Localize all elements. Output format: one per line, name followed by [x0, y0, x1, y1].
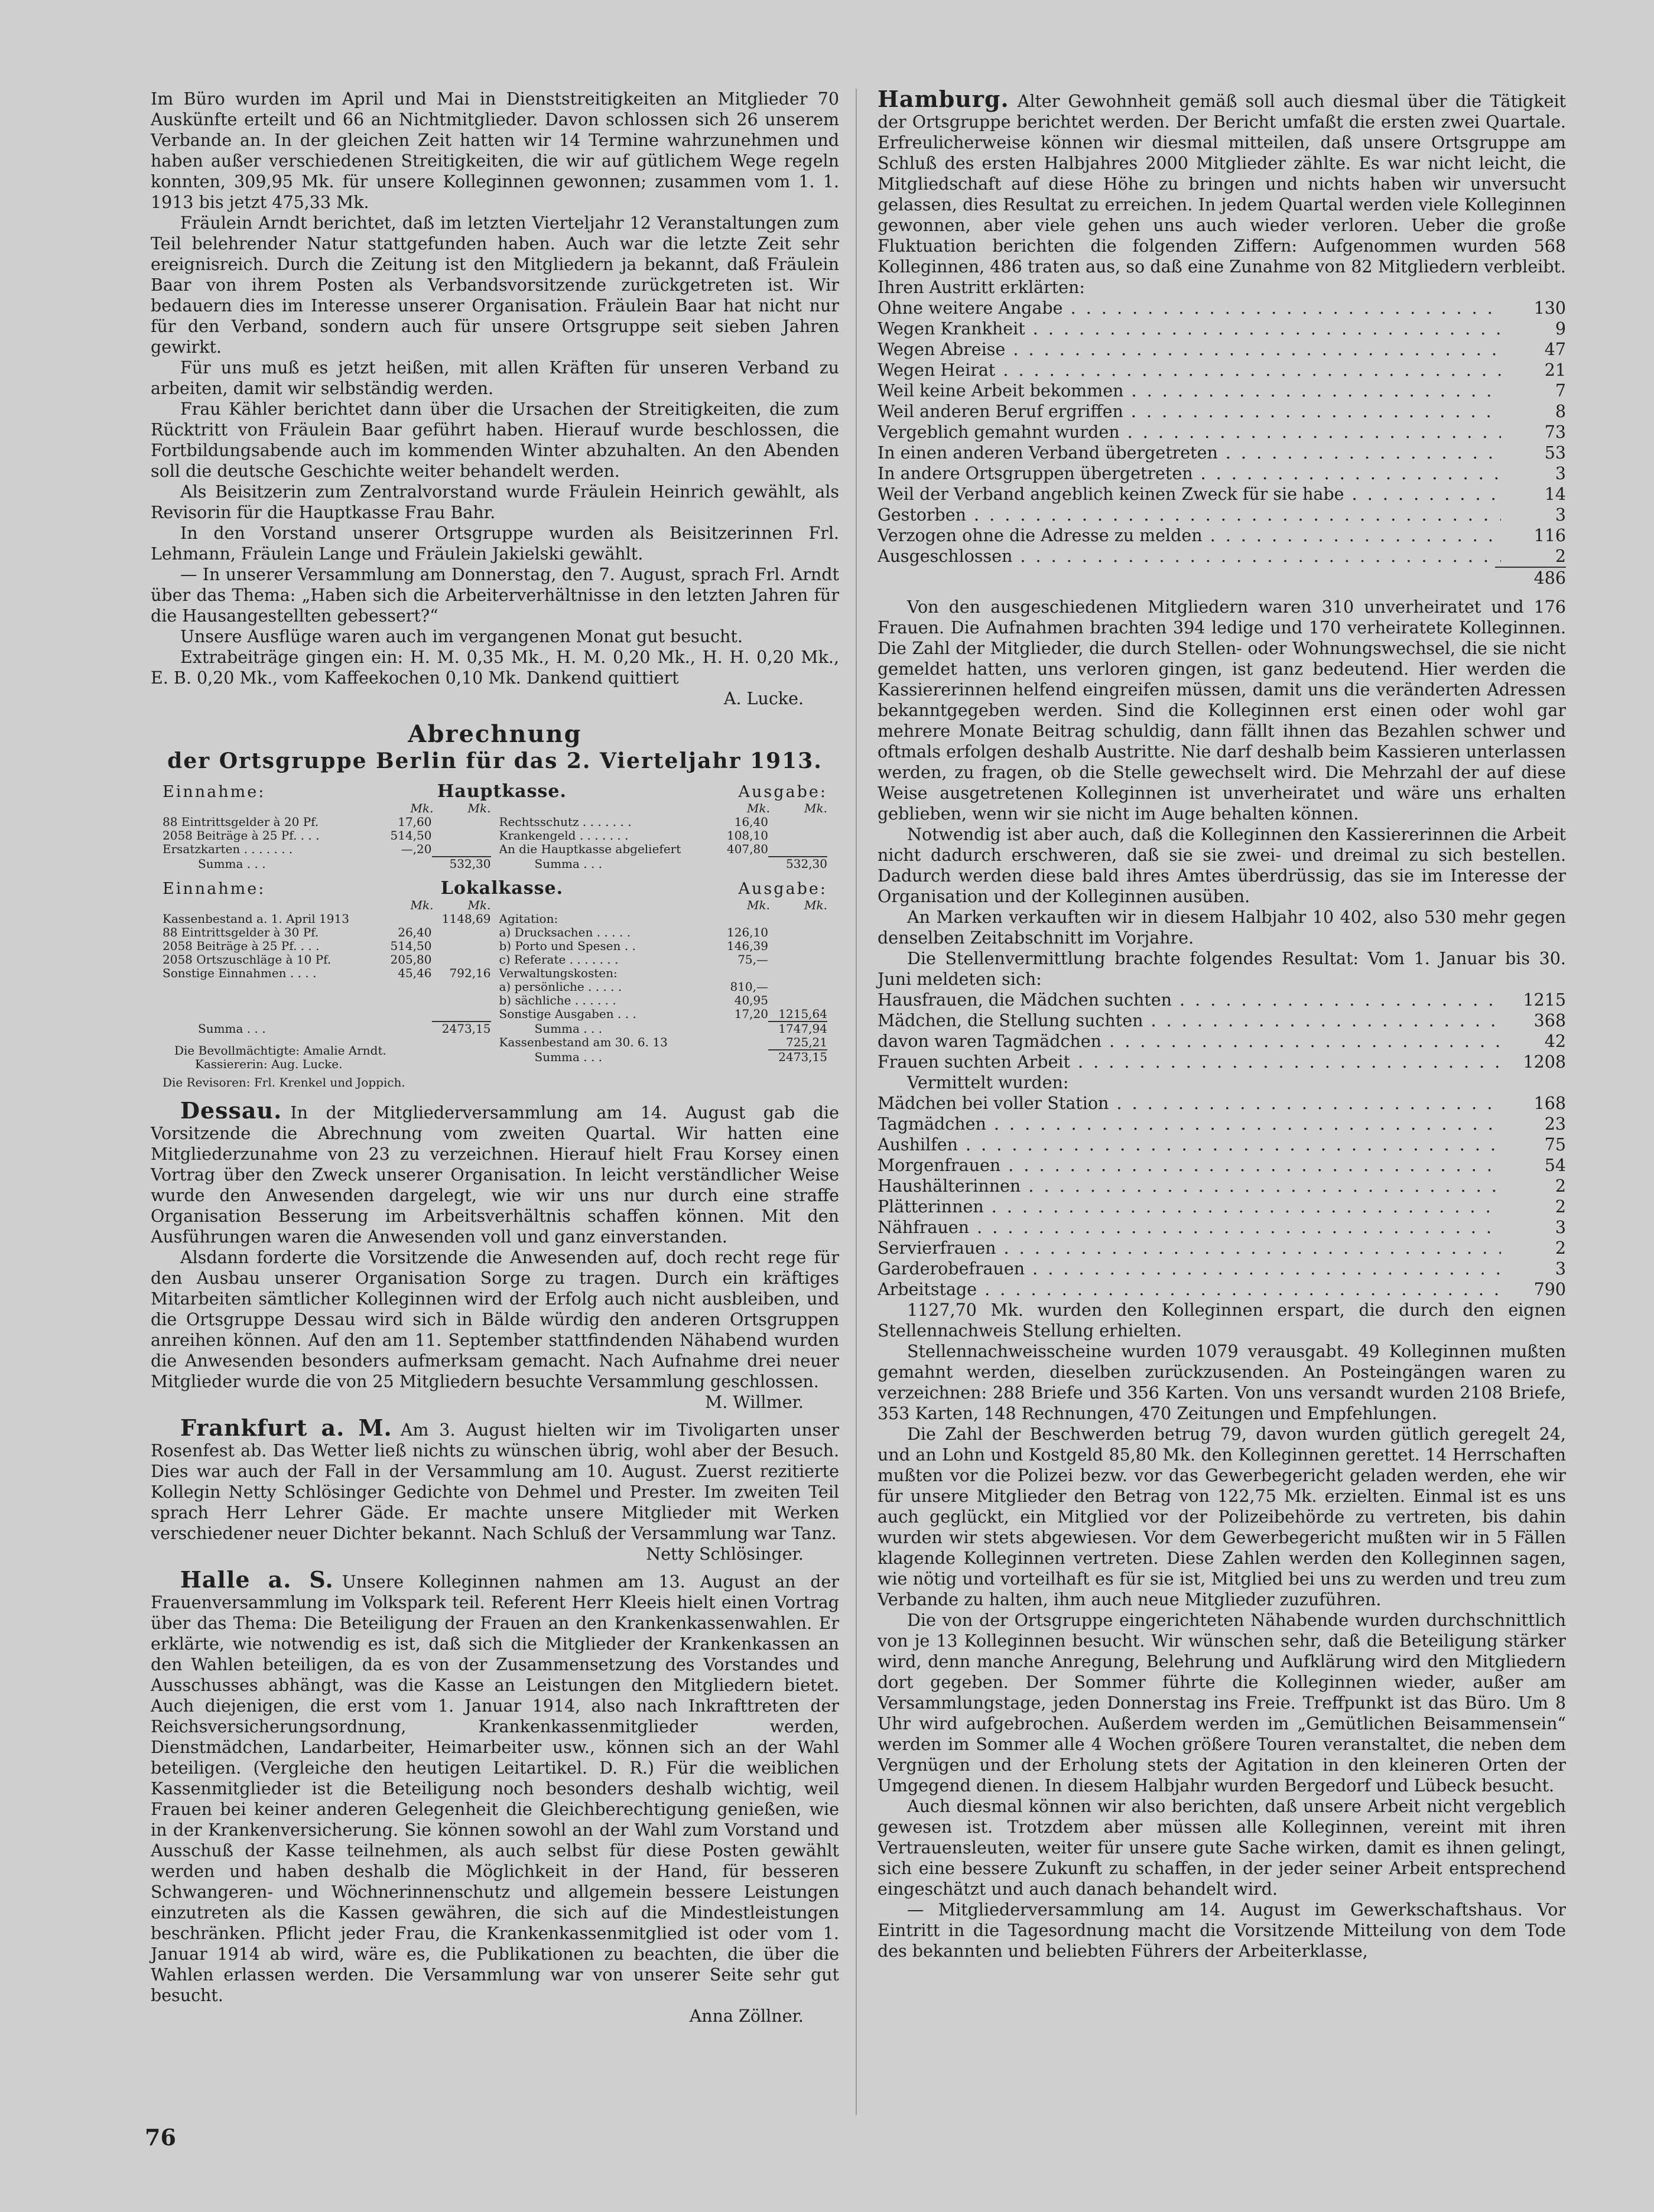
- ledger-amount: 792,16: [449, 966, 491, 980]
- list-item-value: 53: [1544, 443, 1566, 463]
- ledger-label: a) persönliche . . . . .: [499, 980, 622, 994]
- paragraph: Die Zahl der Beschwerden betrug 79, davon wurden gütlich geregelt 24, und an Lohn und Kostgeld 85,80 Mk. den Kolleginnen gerettet. 14 Herrschaften mußten vor die Polizei bezw. vor das Gewerbegericht geladen werden, ehe wir für unsere Mitglieder den Betrag von 122,75 Mk. erzielten. Einmal ist es uns auch geglückt, ein Mitglied vor der Polizeibehörde zu vertreten, bis dahin wurden wir stets abgewiesen. Vor dem Gewerbegericht mußten wir in 5 Fällen klagende Kolleginnen vertreten. Diese Zahlen werden den Kolleginnen sagen, wie nötig und vorteilhaft es für sie ist, Mitglied bei uns zu werden und treu zum Verbande zu halten, ihm auch neue Mitglieder zuzuführen.: [878, 1424, 1566, 1609]
- list-item-label: Tagmädchen . . .: [878, 1114, 1501, 1134]
- list-item: [878, 298, 1566, 318]
- lokalkasse-expense: [491, 899, 828, 1021]
- lokalkasse-sums: [163, 1021, 827, 1089]
- ledger-amount: 514,50: [390, 828, 432, 842]
- paragraph: — Mitgliederversammlung am 14. August im Gewerkschaftshaus. Vor Eintritt in die Tagesordnung macht die Vorsitzende Mitteilung von dem Tode des bekannten und beliebten Führers der Arbeiterklasse,: [878, 1900, 1566, 1961]
- lokalkasse-title: Lokalkasse.: [440, 878, 564, 899]
- income-label: Einnahme:: [163, 783, 266, 801]
- paragraph: Auch diesmal können wir also berichten, daß unsere Arbeit nicht vergeblich gewesen ist. Trotzdem aber müssen alle Kolleginnen, vereint mit ihren Vertrauensleuten, weiter für unsere gute Sache wirken, damit es ihnen gelingt, sich eine bessere Zukunft zu schaffen, in der jeder seiner Arbeit entsprechend eingeschätzt und auch danach behandelt wird.: [878, 1797, 1566, 1899]
- ledger-amount: —,20: [401, 842, 432, 856]
- paragraph: — In unserer Versammlung am Donnerstag, den 7. August, sprach Frl. Arndt über das Thema: „Haben sich die Arbeiterverhältnisse in den letzten Jahren für die Hausangestellten gebessert?“: [151, 565, 839, 626]
- paragraph: Die von der Ortsgruppe eingerichteten Nähabende wurden durchschnittlich von je 13 Kolleginnen besucht. Wir wünschen sehr, daß die Beteiligung stärker wird, denn manche Anregung, Belehrung und Aufklärung wird den Mitgliedern dort gegeben. Der Sommer führte die Kolleginnen wieder, außer am Versammlungstage, jeden Donnerstag ins Freie. Treffpunkt ist das Büro. Um 8 Uhr wird aufgebrochen. Außerdem werden im „Gemütlichen Beisammensein“ werden im Sommer alle 4 Wochen größere Touren veranstaltet, die neben dem Vergnügen und der Erholung stets der Agitation in den kleineren Orten der Umgegend dienen. In diesem Halbjahr wurden Bergedorf und Lübeck besucht.: [878, 1611, 1566, 1795]
- hauptkasse-sums: [163, 856, 827, 871]
- paragraph: Extrabeiträge gingen ein: H. M. 0,35 Mk., H. M. 0,20 Mk., H. H. 0,20 Mk., E. B. 0,20 Mk., vom Kaffeekochen 0,10 Mk. Dankend quittiert: [151, 648, 839, 688]
- column-divider: [856, 89, 857, 2115]
- list-item-value: 3: [1555, 1218, 1566, 1237]
- list-item-label: Weil anderen Beruf ergriffen . . .: [878, 401, 1501, 422]
- ledger-row: [499, 1007, 828, 1021]
- paragraph-text: In der Mitgliederversammlung am 14. August gab die Vorsitzende die Abrechnung vom zweiten Quartal. Wir hatten eine Mitgliederzunahme von 23 zu verzeichnen. Hierauf hielt Frau Korsey einen Vortrag über den Zweck unserer Organisation. In leicht verständlicher Weise wurde den Anwesenden dargelegt, wie wir uns nur durch eine straffe Organisation Besserung im Arbeitsverhältnis schaffen können. Mit den Ausführungen waren die Anwesenden voll und ganz einverstanden.: [151, 1103, 839, 1247]
- list-item-label: Vergeblich gemahnt wurden . . .: [878, 422, 1501, 443]
- vermittelt-label: Vermittelt wurden:: [907, 1073, 1069, 1092]
- list-item-value: 168: [1533, 1094, 1566, 1113]
- hauptkasse-ledger: [163, 802, 827, 856]
- ledger-amount: 126,10: [727, 925, 768, 939]
- list-item: [878, 990, 1566, 1010]
- list-item: [878, 1134, 1566, 1155]
- ledger-row: [163, 912, 491, 926]
- city-heading: Hamburg.: [878, 86, 1009, 112]
- ledger-label: 2058 Beiträge à 25 Pf. . . .: [163, 829, 320, 842]
- ledger-label: a) Drucksachen . . . . .: [499, 926, 631, 939]
- unit: Mk.: [804, 898, 827, 912]
- list-item: [878, 1217, 1566, 1238]
- list-item-label: Mädchen, die Stellung suchten . . .: [878, 1010, 1501, 1031]
- ledger-row: [499, 994, 828, 1007]
- list-item-label: Haushälterinnen . . .: [878, 1176, 1501, 1196]
- list-item-label: Weil der Verband angeblich keinen Zweck für sie habe . . .: [878, 484, 1501, 505]
- ledger-row: [499, 980, 828, 994]
- signature: Anna Zöllner.: [689, 2006, 804, 2026]
- paragraph: An Marken verkauften wir in diesem Halbjahr 10 402, also 530 mehr gegen denselben Zeitabschnitt im Vorjahre.: [878, 907, 1566, 948]
- sum-label: Summa . . .: [198, 857, 266, 871]
- list-item-value: 3: [1555, 464, 1566, 483]
- ledger-row: [163, 815, 491, 829]
- ledger-label: Verwaltungskosten:: [499, 967, 618, 980]
- unit: Mk.: [747, 801, 770, 815]
- paragraph: Frau Kähler berichtet dann über die Ursachen der Streitigkeiten, die zum Rücktritt von Fräulein Baar geführt haben. Hierauf wurde beschlossen, die Fortbildungsabende auch im kommenden Winter abzuhalten. An den Abenden soll die deutsche Geschichte weiter behandelt werden.: [151, 399, 839, 481]
- austritt-total: 486: [1495, 567, 1566, 588]
- ledger-row: [499, 967, 828, 980]
- ledger-label: Rechtsschutz . . . . . . .: [499, 815, 632, 829]
- list-item: [878, 1196, 1566, 1217]
- list-item-label: Wegen Heirat . . .: [878, 360, 1501, 380]
- ledger-label: Sonstige Ausgaben . . .: [499, 1007, 636, 1021]
- unit: Mk.: [804, 801, 827, 815]
- ledger-label: 88 Eintrittsgelder à 20 Pf.: [163, 815, 319, 829]
- ledger-row: [499, 926, 828, 939]
- ledger-amount: 407,80: [727, 842, 768, 856]
- ledger-amount: 17,60: [398, 815, 432, 829]
- paragraph: Die Stellenvermittlung brachte folgendes Resultat: Vom 1. Januar bis 30. Juni meldeten sich:: [878, 949, 1566, 989]
- ledger-row: [499, 953, 828, 967]
- list-item-label: Ausgeschlossen . . .: [878, 546, 1501, 567]
- revisoren: Die Revisoren: Frl. Krenkel und Joppich.: [163, 1076, 405, 1089]
- hauptkasse-expense: [491, 802, 828, 856]
- sum-label: Summa . . .: [534, 1022, 603, 1036]
- signature: A. Lucke.: [723, 689, 804, 708]
- ledger-label: An die Hauptkasse abgeliefert: [499, 842, 681, 856]
- list-item: [878, 401, 1566, 422]
- list-item-label: Servierfrauen . . .: [878, 1238, 1501, 1258]
- list-item: [878, 546, 1566, 567]
- hamburg-p1: [878, 86, 1566, 298]
- dessau-p1: [151, 1097, 839, 1247]
- list-item-value: 116: [1533, 526, 1566, 545]
- ledger-amount: 45,46: [398, 966, 432, 980]
- ledger-amount: 75,—: [737, 952, 768, 967]
- list-item-value: 14: [1544, 484, 1566, 504]
- paragraph: Im Büro wurden im April und Mai in Dienststreitigkeiten an Mitglieder 70 Auskünfte erteilt und 66 an Nichtmitglieder. Davon schlossen sich 26 unserem Verbande an. In der gleichen Zeit hatten wir 14 Termine wahrzunehmen und haben außer verschiedenen Streitigkeiten, die wir auf gütlichem Wege regeln konnten, 309,95 Mk. für unsere Kolleginnen gewonnen; zusammen vom 1. 1. 1913 bis jetzt 475,33 Mk.: [151, 89, 839, 212]
- list-item: [878, 1031, 1566, 1052]
- list-item-value: 47: [1544, 340, 1566, 359]
- ledger-label: b) Porto und Spesen . .: [499, 939, 636, 953]
- unit: Mk.: [467, 898, 491, 912]
- frankfurt-p1: [151, 1414, 839, 1544]
- ledger-row: [499, 815, 828, 829]
- list-item-value: 2: [1555, 1197, 1566, 1216]
- ledger-label: 88 Eintrittsgelder à 30 Pf.: [163, 926, 319, 939]
- ledger-label: Krankengeld . . . . . . .: [499, 829, 629, 842]
- list-item-value: 1215: [1523, 990, 1566, 1010]
- list-item-label: Verzogen ohne die Adresse zu melden . . .: [878, 525, 1501, 546]
- ledger-row: [499, 842, 828, 856]
- list-item: [878, 463, 1566, 484]
- ledger-label: Kassenbestand a. 1. April 1913: [163, 912, 349, 926]
- list-item-label: Wegen Krankheit . . .: [878, 318, 1501, 339]
- sum-label: Summa . . .: [534, 1050, 603, 1064]
- list-item: [878, 525, 1566, 546]
- list-item-label: Wegen Abreise . . .: [878, 339, 1501, 360]
- ledger-row: [163, 842, 491, 856]
- list-item-label: Plätterinnen . . .: [878, 1196, 1501, 1217]
- list-item: [878, 443, 1566, 463]
- paragraph-text: Unsere Kolleginnen nahmen am 13. August an der Frauenversammlung im Volkspark teil. Referent Herr Kleeis hielt einen Vortrag über das Thema: Die Beteiligung der Frauen an den Krankenkassenwahlen. Er erklärte, wie notwendig es ist, daß sich die Mitglieder der Krankenkassen an den Wahlen beteiligen, da es von der Zusammensetzung des Vorstandes und Ausschusses abhängt, was die Kasse an Leistungen den Mitgliedern bietet. Auch diejenigen, die erst vom 1. Januar 1914, also nach Inkrafttreten der Reichsversicherungsordnung, Krankenkassenmitglieder werden, Dienstmädchen, Landarbeiter, Heimarbeiter usw., können sich an der Wahl beteiligen. (Vergleiche den heutigen Leitartikel. D. R.) Für die weiblichen Kassenmitglieder ist die Beteiligung noch besonders deshalb wichtig, weil Frauen bei keiner anderen Gelegenheit die Gleichberechtigung genießen, wie in der Krankenversicherung. Sie können sowohl an der Wahl zum Vorstand und Ausschuß der Kasse teilnehmen, als auch selbst für diese Posten gewählt werden und haben deshalb die Möglichkeit in der Hand, für besseren Schwangeren- und Wöchnerinnenschutz und allgemein bessere Leistungen einzutreten als die Kassen gewähren, die sich auf die Mindestleistungen beschränken. Pflicht jeder Frau, die Krankenkassenmitglied ist oder vom 1. Januar 1914 ab wird, wäre es, die Publikationen zu beachten, die über die Wahlen erlassen werden. Die Versammlung war von unserer Seite sehr gut besucht.: [151, 1572, 839, 2005]
- ledger-amount: 146,39: [727, 939, 768, 953]
- sum-value: 532,30: [432, 856, 491, 871]
- sum-value: 2473,15: [768, 1049, 827, 1064]
- ledger-label: Sonstige Einnahmen . . . .: [163, 967, 317, 980]
- list-item: [878, 318, 1566, 339]
- paragraph: Unsere Ausflüge waren auch im vergangenen Monat gut besucht.: [180, 627, 743, 646]
- list-item-value: 2: [1555, 1238, 1566, 1258]
- ledger-row: [499, 912, 828, 926]
- list-item: [878, 1052, 1566, 1072]
- list-item-value: 2: [1555, 547, 1566, 566]
- paragraph-text: Alter Gewohnheit gemäß soll auch diesmal über die Tätigkeit der Ortsgruppe berichtet werden. Der Bericht umfaßt die ersten zwei Quartale. Erfreulicherweise können wir diesmal mitteilen, daß unsere Ortsgruppe am Schluß des ersten Halbjahres 2000 Mitglieder zählte. Es war nicht leicht, die Mitgliedschaft auf diese Höhe zu bringen und nichts haben wir unversucht gelassen, dies Resultat zu erreichen. In jedem Quartal werden viele Kolleginnen gewonnen, aber viele gehen uns auch wieder verloren. Ueber die große Fluktuation berichten die folgenden Ziffern: Aufgenommen wurden 568 Kolleginnen, 486 traten aus, so daß eine Zunahme von 82 Mitgliedern verbleibt. Ihren Austritt erklärten:: [878, 92, 1566, 297]
- expense-label: Ausgabe:: [738, 880, 827, 898]
- austritt-list: [878, 298, 1566, 567]
- ledger-amount: 108,10: [727, 828, 768, 842]
- account-subtitle: der Ortsgruppe Berlin für das 2. Vierteljahr 1913.: [167, 749, 823, 773]
- list-item-label: Mädchen bei voller Station . . .: [878, 1093, 1501, 1114]
- list-item: [878, 339, 1566, 360]
- list-item-value: 8: [1555, 402, 1566, 421]
- paragraph: Als Beisitzerin zum Zentralvorstand wurde Fräulein Heinrich gewählt, als Revisorin für die Hauptkasse Frau Bahr.: [151, 482, 839, 522]
- paragraph: Stellennachweisscheine wurden 1079 verausgabt. 49 Kolleginnen mußten gemahnt werden, dieselben zurückzusenden. An Posteingängen waren zu verzeichnen: 288 Briefe und 356 Karten. Von uns versandt wurden 2108 Briefe, 353 Karten, 148 Rechnungen, 470 Zeitungen und Empfehlungen.: [878, 1342, 1566, 1423]
- income-label: Einnahme:: [163, 880, 266, 898]
- signature: Netty Schlösinger.: [646, 1544, 804, 1564]
- city-heading: Dessau.: [180, 1097, 282, 1124]
- paragraph-text: Am 3. August hielten wir im Tivoligarten unser Rosenfest ab. Das Wetter ließ nichts zu wünschen übrig, wohl aber der Besuch. Dies war auch der Fall in der Versammlung am 10. August. Zuerst rezitierte Kollegin Netty Schlösinger Gedichte von Dehmel und Prester. Im zweiten Teil sprach Herr Lehrer Gäde. Er machte unsere Mitglieder mit Werken verschiedener neuer Dichter bekannt. Nach Schluß der Versammlung war Tanz.: [151, 1420, 839, 1543]
- lokalkasse-income: [163, 899, 491, 1021]
- list-item: [878, 380, 1566, 401]
- list-item: [878, 1279, 1566, 1300]
- list-item: [878, 1238, 1566, 1258]
- ledger-label: c) Referate . . . . . . .: [499, 953, 619, 967]
- list-item-label: Nähfrauen . . .: [878, 1217, 1501, 1238]
- bestand-label: Kassenbestand am 30. 6. 13: [499, 1036, 668, 1049]
- list-item-value: 1208: [1523, 1052, 1566, 1072]
- list-item-value: 3: [1555, 1259, 1566, 1279]
- unit: Mk.: [747, 898, 770, 912]
- ledger-row: [163, 939, 491, 953]
- ledger-amount: 1215,64: [778, 1007, 827, 1021]
- list-item: [878, 1258, 1566, 1279]
- bevollmaechtigte: Die Bevollmächtigte: Amalie Arndt.: [174, 1044, 386, 1058]
- list-item-label: In andere Ortsgruppen übergetreten . . .: [878, 463, 1501, 484]
- list-item-label: Frauen suchten Arbeit . . .: [878, 1052, 1501, 1072]
- list-item-value: 790: [1533, 1280, 1566, 1299]
- right-column: [878, 86, 1566, 1961]
- list-item: [878, 422, 1566, 443]
- ledger-label: b) sächliche . . . . . .: [499, 994, 616, 1007]
- left-column: [151, 89, 839, 2026]
- list-item-value: 21: [1544, 360, 1566, 380]
- list-item-label: Garderobefrauen . . .: [878, 1258, 1501, 1279]
- paragraph: Fräulein Arndt berichtet, daß im letzten Vierteljahr 12 Veranstaltungen zum Teil belehrender Natur stattgefunden haben. Auch war die letzte Zeit sehr ereignisreich. Durch die Zeitung ist den Mitgliedern ja bekannt, daß Fräulein Baar von ihrem Posten als Verbandsvorsitzende zurückgetreten ist. Wir bedauern dies im Interesse unserer Organisation. Fräulein Baar hat nicht nur für den Verband, sondern auch für unsere Ortsgruppe seit sieben Jahren gewirkt.: [151, 213, 839, 357]
- list-item: [878, 360, 1566, 380]
- kassiererin: Kassiererin: Aug. Lucke.: [195, 1058, 343, 1071]
- ledger-amount: 40,95: [734, 993, 768, 1007]
- city-heading: Frankfurt a. M.: [180, 1414, 392, 1441]
- list-item-value: 75: [1544, 1135, 1566, 1154]
- ledger-label: 2058 Ortszuschläge à 10 Pf.: [163, 953, 332, 967]
- ledger-row: [163, 926, 491, 939]
- hauptkasse-income: [163, 802, 491, 856]
- list-item: [878, 484, 1566, 505]
- list-item-label: In einen anderen Verband übergetreten . . .: [878, 443, 1501, 463]
- list-item: [878, 1176, 1566, 1196]
- unit: Mk.: [467, 801, 491, 815]
- hauptkasse-header: [163, 781, 827, 802]
- list-item: [878, 1010, 1566, 1031]
- list-item-value: 54: [1544, 1156, 1566, 1175]
- unit: Mk.: [410, 898, 434, 912]
- sum-label: Summa . . .: [534, 857, 603, 871]
- sum-label: Summa . . .: [198, 1022, 266, 1036]
- ledger-row: [163, 829, 491, 842]
- list-item-value: 3: [1555, 505, 1566, 525]
- halle-p1: [151, 1566, 839, 2006]
- ledger-amount: 205,80: [390, 952, 432, 967]
- list-item-label: Morgenfrauen . . .: [878, 1155, 1501, 1176]
- list-item: [878, 1114, 1566, 1134]
- page-number: 76: [145, 2124, 176, 2151]
- list-item-value: 42: [1544, 1032, 1566, 1051]
- ledger-amount: 16,40: [734, 815, 768, 829]
- list-item-value: 23: [1544, 1114, 1566, 1134]
- stellen-list: [878, 990, 1566, 1072]
- unit: Mk.: [410, 801, 434, 815]
- city-heading: Halle a. S.: [180, 1566, 334, 1593]
- expense-label: Ausgabe:: [738, 783, 827, 801]
- ledger-row: [499, 829, 828, 842]
- list-item-value: 9: [1555, 319, 1566, 339]
- ledger-label: Agitation:: [499, 912, 558, 926]
- ledger-row: [163, 967, 491, 980]
- vermittelt-list: [878, 1093, 1566, 1300]
- sum-value: 1747,94: [768, 1021, 827, 1036]
- ledger-amount: 1148,69: [441, 912, 491, 926]
- bestand-value: 725,21: [786, 1035, 827, 1049]
- ledger-label: 2058 Beiträge à 25 Pf. . . .: [163, 939, 320, 953]
- list-item-label: Arbeitstage . . .: [878, 1279, 1501, 1300]
- paragraph: Von den ausgeschiedenen Mitgliedern waren 310 unverheiratet und 176 Frauen. Die Aufnahmen brachten 394 ledige und 170 verheiratete Kolleginnen. Die Zahl der Mitglieder, die durch Stellen- oder Wohnungswechsel, die sie nicht gemeldet hatten, uns verloren gingen, ist ganz bedeutend. Hier werden die Kassiererinnen helfend eingreifen müssen, damit uns die veränderten Adressen bekanntgegeben werden. Sind die Kolleginnen erst einen oder wohl gar mehrere Monate Beitrag schuldig, dann fällt ihnen das Bezahlen schwer und oftmals erfolgen deshalb Austritte. Nie darf deshalb beim Kassieren unterlassen werden, zu fragen, ob die Stelle gewechselt wird. Die Mehrzahl der auf diese Weise ausgetretenen Kolleginnen ist unverheiratet und wäre uns erhalten geblieben, wenn wir sie nicht im Auge behalten können.: [878, 597, 1566, 824]
- lokalkasse-ledger: [163, 899, 827, 1021]
- paragraph: In den Vorstand unserer Ortsgruppe wurden als Beisitzerinnen Frl. Lehmann, Fräulein Lange und Fräulein Jakielski gewählt.: [151, 523, 839, 564]
- ledger-row: [163, 953, 491, 967]
- paragraph: Für uns muß es jetzt heißen, mit allen Kräften für unseren Verband zu arbeiten, damit wir selbständig werden.: [151, 358, 839, 398]
- ledger-amount: 17,20: [734, 1007, 768, 1021]
- list-item: [878, 1155, 1566, 1176]
- list-item: [878, 1093, 1566, 1114]
- list-item-label: Weil keine Arbeit bekommen . . .: [878, 380, 1501, 401]
- list-item-label: Hausfrauen, die Mädchen suchten . . .: [878, 990, 1501, 1010]
- signature: M. Willmer.: [705, 1393, 804, 1412]
- ledger-amount: 26,40: [398, 925, 432, 939]
- sum-value: 532,30: [768, 856, 827, 871]
- list-item-label: Aushilfen . . .: [878, 1134, 1501, 1155]
- paragraph: 1127,70 Mk. wurden den Kolleginnen erspart, die durch den eignen Stellennachweis Stellung erhielten.: [878, 1300, 1566, 1341]
- account-title: Abrechnung: [408, 720, 582, 748]
- ledger-row: [499, 939, 828, 953]
- list-item-value: 7: [1555, 381, 1566, 401]
- lokalkasse-header: [163, 878, 827, 899]
- list-item-value: 368: [1533, 1011, 1566, 1030]
- ledger-label: Ersatzkarten . . . . . . .: [163, 842, 293, 856]
- dessau-p2: Alsdann forderte die Vorsitzende die Anwesenden auf, doch recht rege für den Ausbau unserer Organisation Sorge zu tragen. Durch ein kräftiges Mitarbeiten sämtlicher Kolleginnen wird der Erfolg auch nicht ausbleiben, und die Ortsgruppe Dessau wird sich in Bälde würdig den anderen Ortsgruppen anreihen können. Auf den am 11. September stattfindenden Nähabend wurden die Anwesenden besonders aufmerksam gemacht. Nach Aufnahme drei neuer Mitglieder wurde die von 25 Mitgliedern besuchte Versammlung geschlossen.: [151, 1248, 839, 1391]
- list-item-value: 2: [1555, 1176, 1566, 1196]
- hauptkasse-title: Hauptkasse.: [437, 781, 567, 802]
- list-item-label: Ohne weitere Angabe . . .: [878, 298, 1501, 318]
- list-item-value: 130: [1533, 298, 1566, 318]
- ledger-amount: 810,—: [730, 980, 768, 994]
- list-item-label: Gestorben . . .: [878, 505, 1501, 525]
- list-item-value: 73: [1544, 422, 1566, 442]
- list-item: [878, 505, 1566, 525]
- list-item-label: davon waren Tagmädchen . . .: [878, 1031, 1501, 1052]
- ledger-amount: 514,50: [390, 939, 432, 953]
- sum-value: 2473,15: [432, 1021, 491, 1036]
- paragraph: Notwendig ist aber auch, daß die Kolleginnen den Kassiererinnen die Arbeit nicht dadurch erschweren, daß sie sie zwei- und dreimal zu sich bestellen. Dadurch werden diese bald ihres Amtes überdrüssig, das sie im Interesse der Organisation und der Kolleginnen ausüben.: [878, 825, 1566, 906]
